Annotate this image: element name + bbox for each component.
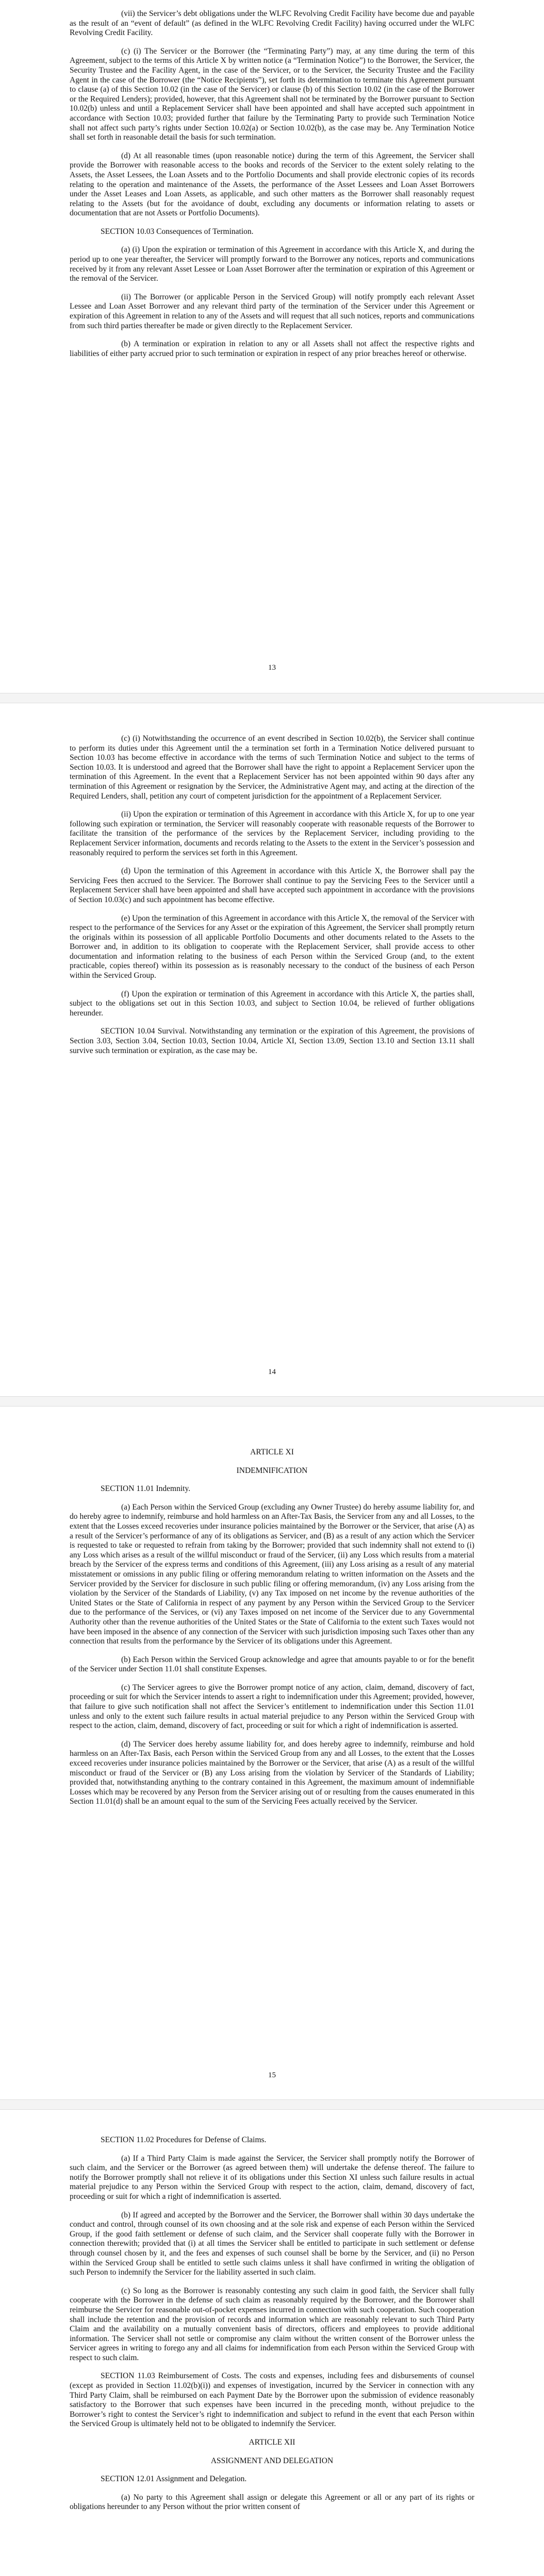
article-heading: ARTICLE XI	[250, 1448, 294, 1456]
document-page-13	[0, 0, 544, 693]
paragraph: (b) A termination or expiration in relation to any or all Assets shall not affect the respective rights and liabilities of either party accrued prior to such termination or expiration in respect of any prior breaches hereof or otherwise.	[70, 340, 474, 358]
paragraph: (a) No party to this Agreement shall assign or delegate this Agreement or all or any part of its rights or obligations hereunder to any Person without the prior written consent of	[70, 2493, 474, 2512]
article-title: INDEMNIFICATION	[236, 1466, 308, 1475]
paragraph: (a) (i) Upon the expiration or termination of this Agreement in accordance with this Article X, and during the period up to one year thereafter, the Servicer will promptly forward to the Borrower any notices, reports and communications received by it from any relevant Asset Lessee or Loan Asset Borrower after the termination or expiration of this Agreement or the removal of the Servicer.	[70, 245, 474, 283]
section-heading: SECTION 11.01 Indemnity.	[101, 1484, 191, 1494]
paragraph: (a) Each Person within the Serviced Group (excluding any Owner Trustee) do hereby assume liability for, and do hereby agree to indemnify, reimburse and hold harmless on an After-Tax Basis, the Servicer from any and all Losses, to the extent that the Losses exceed recoveries under insurance policies maintained by the Borrower or the Servicer, that arise (A) as a result of the Servicer’s performance of any of its obligations as Servicer, and (B) as a result of any action which the Servicer is requested to take or requested to refrain from taking by the Borrower; provided that such indemnity shall not extend to (i) any Loss which arises as a result of the willful misconduct or fraud of the Servicer, (ii) any Loss which results from a material breach by the Servicer of the express terms and conditions of this Agreement, (iii) any Loss arising as a result of any material misstatement or omissions in any public filing or offering memorandum relating to written information on the Assets and the Servicer provided by the Servicer for disclosure in such public filing or offering memorandum, (iv) any Loss arising from the violation by the Servicer of the Standards of Liability, (v) any Tax imposed on net income by the revenue authorities of the United States or the State of California in respect of any payment by any Person within the Serviced Group to the Servicer due to the performance of the Services, or (vi) any Taxes imposed on net income of the Servicer due to any Governmental Authority other than the revenue authorities of the United States or the State of California to the extent such Taxes would not have been imposed in the absence of any connection of the Servicer with such jurisdiction imposing such Taxes other than any connection that results from the performance by the Servicer of its obligations under this Agreement.	[70, 1502, 474, 1646]
section-paragraph: SECTION 11.03 Reimbursement of Costs. The costs and expenses, including fees and disbursements of counsel (except as provided in Section 11.02(b)(i)) and expenses of investigation, incurred by the Servicer in connection with any Third Party Claim, shall be reimbursed on each Payment Date by the Borrower upon the submission of evidence reasonably satisfactory to the Borrower that such expenses have been incurred in the preceding month, without prejudice to the Borrower’s right to contest the Servicer’s right to indemnification and subject to refund in the event that each Person within the Serviced Group is ultimately held not to be obligated to indemnify the Servicer.	[70, 2371, 474, 2429]
document-page-15	[0, 1406, 544, 2099]
section-heading: SECTION 11.02 Procedures for Defense of Claims.	[101, 2136, 267, 2144]
section-heading: SECTION 12.01 Assignment and Delegation.	[101, 2475, 247, 2484]
article-heading: ARTICLE XII	[249, 2438, 295, 2447]
page-number: 13	[268, 664, 276, 672]
section-paragraph: SECTION 10.04 Survival. Notwithstanding any termination or the expiration of this Agreement, the provisions of Section 3.03, Section 3.04, Section 10.03, Section 10.04, Article XI, Section 13.09, Section 13.10 and Section 13.11 shall survive such termination or expiration, as the case may be.	[70, 1027, 474, 1055]
paragraph: (f) Upon the expiration or termination of this Agreement in accordance with this Article X, the parties shall, subject to the obligations set out in this Section 10.03, and subject to Section 10.04, be relieved of further obligations hereunder.	[70, 989, 474, 1018]
paragraph: (b) Each Person within the Serviced Group acknowledge and agree that amounts payable to or for the benefit of the Servicer under Section 11.01 shall constitute Expenses.	[70, 1655, 474, 1674]
paragraph: (d) At all reasonable times (upon reasonable notice) during the term of this Agreement, the Servicer shall provide the Borrower with reasonable access to the books and records of the Servicer to the extent solely relating to the Assets, the Asset Lessees, the Loan Assets and to the Portfolio Documents and shall provide electronic copies of its records relating to the operation and maintenance of the Assets, the performance of the Asset Lessees and Loan Asset Borrowers under the Asset Leases and Loan Assets, as applicable, and such other matters as the Borrower shall reasonably request relating to the Assets (but for the avoidance of doubt, excluding any documents or information relating to assets or documentation that are not Assets or Portfolio Documents).	[70, 151, 474, 218]
paragraph: (c) (i) The Servicer or the Borrower (the “Terminating Party”) may, at any time during the term of this Agreement, subject to the terms of this Article X by written notice (a “Termination Notice”) to the Borrower, the Servicer, the Security Trustee and the Facility Agent, in the case of the Servicer, or to the Servicer, the Security Trustee and the Facility Agent in the case of the Borrower (the “Notice Recipients”), set forth its determination to terminate this Agreement pursuant to clause (a) of this Section 10.02 (in the case of the Servicer) or clause (b) of this Section 10.02 (in the case of the Borrower or the Required Lenders); provided, however, that this Agreement shall not be terminated by the Borrower pursuant to Section 10.02(b) unless and until a Replacement Servicer shall have been appointed and shall have accepted such appointment in accordance with Section 10.03; provided further that failure by the Terminating Party to provide such Termination Notice shall not affect such party’s rights under Section 10.02(a) or Section 10.02(b), as the case may be. Any Termination Notice shall set forth in reasonable detail the basis for such termination.	[70, 46, 474, 142]
paragraph: (b) If agreed and accepted by the Borrower and the Servicer, the Borrower shall within 30 days undertake the conduct and control, through counsel of its own choosing and at the sole risk and expense of each Person within the Serviced Group, if the good faith settlement or defense of such claim, and the Servicer shall cooperate fully with the Borrower in connection therewith; provided that (i) at all times the Servicer shall be entitled to participate in such settlement or defense through counsel chosen by it, and the fees and expenses of such counsel shall be borne by the Servicer, and (ii) no Person within the Serviced Group shall be entitled to settle such claims unless it shall have confirmed in writing the obligation of such Person to indemnify the Servicer for the liability asserted in such claim.	[70, 2210, 474, 2277]
paragraph: (ii) Upon the expiration or termination of this Agreement in accordance with this Article X, for up to one year following such expiration or termination, the Servicer will reasonably cooperate with reasonable requests of the Borrower to facilitate the transition of the performance of the services by the Replacement Servicer, including providing to the Replacement Servicer information, documents and records relating to the Assets to the extent in the Servicer’s possession and reasonably required to perform the services set forth in this Agreement.	[70, 810, 474, 857]
article-title: ASSIGNMENT AND DELEGATION	[210, 2456, 334, 2465]
paragraph: (c) (i) Notwithstanding the occurrence of an event described in Section 10.02(b), the Servicer shall continue to perform its duties under this Agreement until the a termination set forth in a Termination Notice delivered pursuant to Section 10.03 has become effective in accordance with the terms of such Termination Notice and subject to the terms of Section 10.03. It is understood and agreed that the Borrower shall have the right to appoint a Replacement Servicer upon the termination of this Agreement. In the event that a Replacement Servicer has not been appointed within 90 days after any termination of this Agreement or resignation by the Servicer, the Administrative Agent may, and acting at the direction of the Required Lenders, shall, petition any court of competent jurisdiction for the appointment of a Replacement Servicer.	[70, 734, 474, 801]
paragraph: (ii) The Borrower (or applicable Person in the Serviced Group) will notify promptly each relevant Asset Lessee and Loan Asset Borrower and any relevant third party of the termination of the Servicer under this Agreement or expiration of this Agreement in relation to any of the Assets and will request that all such notices, reports and communications from such third parties thereafter be made or given directly to the Replacement Servicer.	[70, 292, 474, 330]
paragraph: (d) The Servicer does hereby assume liability for, and does hereby agree to indemnify, reimburse and hold harmless on an After-Tax Basis, each Person within the Serviced Group from any and all Losses, to the extent that the Losses exceed recoveries under insurance policies maintained by the Borrower or the Servicer, that arise (A) as a result of the willful misconduct or fraud of the Servicer or (B) any Loss arising from the violation by Servicer of the Standards of Liability; provided that, notwithstanding anything to the contrary contained in this Agreement, the maximum amount of indemnifiable Losses which may be recovered by any Person from the Servicer arising out of or resulting from the causes enumerated in this Section 11.01(d) shall be an amount equal to the sum of the Servicing Fees actually received by the Servicer.	[70, 1739, 474, 1806]
document-page-16	[0, 2110, 544, 2576]
paragraph: (d) Upon the termination of this Agreement in accordance with this Article X, the Borrower shall pay the Servicing Fees then accrued to the Servicer. The Borrower shall continue to pay the Servicing Fees to the Servicer until a Replacement Servicer shall have been appointed and shall have accepted such appointment in accordance with the provisions of Section 10.03(c) and such appointment has become effective.	[70, 867, 474, 904]
paragraph: (c) The Servicer agrees to give the Borrower prompt notice of any action, claim, demand, discovery of fact, proceeding or suit for which the Servicer intends to assert a right to indemnification under this Agreement; provided, however, that failure to give such notification shall not affect the Servicer’s entitlement to indemnification under this Section 11.01 unless and only to the extent such failure results in actual material prejudice to any Person within the Serviced Group with respect to the action, claim, demand, discovery of fact, proceeding or suit for which a right of indemnification is asserted.	[70, 1683, 474, 1731]
paragraph: (vii) the Servicer’s debt obligations under the WLFC Revolving Credit Facility have become due and payable as the result of an “event of default” (as defined in the WLFC Revolving Credit Facility) having occurred under the WLFC Revolving Credit Facility.	[70, 9, 474, 38]
paragraph: (c) So long as the Borrower is reasonably contesting any such claim in good faith, the Servicer shall fully cooperate with the Borrower in the defense of such claim as reasonably required by the Borrower, and the Borrower shall reimburse the Servicer for reasonable out-of-pocket expenses incurred in connection with such cooperation. Such cooperation shall include the retention and the provision of records and information which are reasonably relevant to such Third Party Claim and the availability on a mutually convenient basis of directors, officers and employees to provide additional information. The Servicer shall not settle or compromise any claim without the written consent of the Borrower unless the Servicer agrees in writing to forego any and all claims for indemnification from each Person within the Serviced Group with respect to such claim.	[70, 2286, 474, 2362]
paragraph: (e) Upon the termination of this Agreement in accordance with this Article X, the removal of the Servicer with respect to the performance of the Services for any Asset or the expiration of this Agreement, the Servicer shall promptly return the originals within its possession of all applicable Portfolio Documents and other documents related to the Assets to the Borrower and, in addition to its obligation to cooperate with the Replacement Servicer, shall provide access to other documentation and information relating to the business of each Person within the Serviced Group (and, to the extent practicable, copies thereof) within its possession as is reasonably necessary to the conduct of the business of each Person within the Serviced Group.	[70, 913, 474, 980]
document-page-14	[0, 703, 544, 1396]
paragraph: (a) If a Third Party Claim is made against the Servicer, the Servicer shall promptly notify the Borrower of such claim, and the Servicer or the Borrower (as agreed between them) will undertake the defense thereof. The failure to notify the Borrower promptly shall not relieve it of its obligations under this Section XI unless such failure results in actual material prejudice to any Person within the Serviced Group with respect to the action, claim, demand, discovery of fact, proceeding or suit for which a right of indemnification is asserted.	[70, 2154, 474, 2201]
page-number: 14	[268, 1368, 276, 1376]
section-heading: SECTION 10.03 Consequences of Termination.	[101, 227, 254, 236]
page-number: 15	[268, 2071, 276, 2079]
